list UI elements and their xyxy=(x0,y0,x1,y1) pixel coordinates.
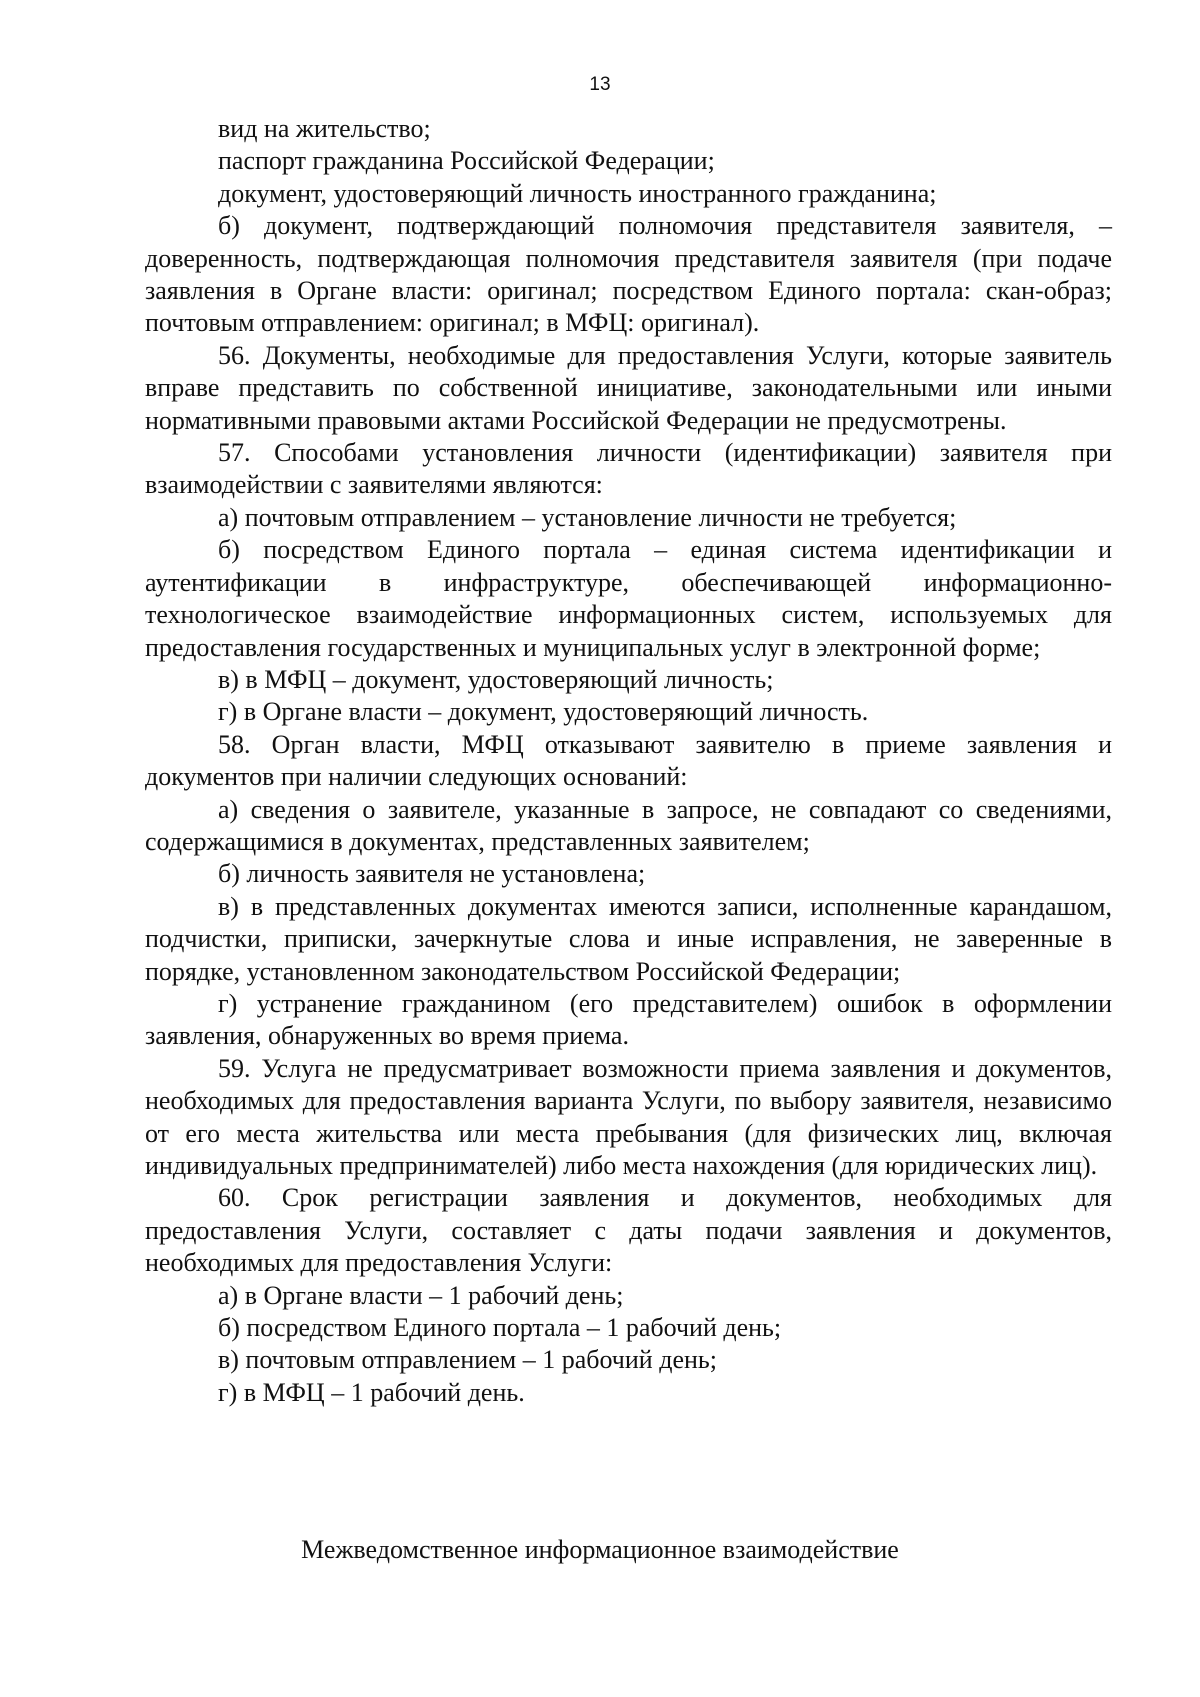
paragraph: б) личность заявителя не установлена; xyxy=(218,859,646,889)
paragraph: вид на жительство; xyxy=(218,114,431,143)
paragraph: а) в Органе власти – 1 рабочий день; xyxy=(218,1280,624,1310)
paragraph: г) устранение гражданином (его представителем) ошибок в оформлении заявления, обнаруженных во время приема. xyxy=(145,988,1112,1051)
paragraph: в) почтовым отправлением – 1 рабочий день; xyxy=(218,1345,717,1375)
document-body xyxy=(145,113,1112,1409)
paragraph: документ, удостоверяющий личность иностранного гражданина; xyxy=(218,178,937,208)
paragraph: б) документ, подтверждающий полномочия представителя заявителя, – доверенность, подтверждающая полномочия представителя заявителя (при подаче заявления в Органе власти: оригинал; посредством Единого портала: скан-образ; почтовым отправлением: оригинал; в МФЦ: оригинал). xyxy=(145,211,1112,338)
paragraph: паспорт гражданина Российской Федерации; xyxy=(218,146,715,176)
paragraph-60: 60. Срок регистрации заявления и документов, необходимых для предоставления Услуги, составляет с даты подачи заявления и документов, необходимых для предоставления Услуги: xyxy=(145,1183,1112,1278)
paragraph-59: 59. Услуга не предусматривает возможности приема заявления и документов, необходимых для предоставления варианта Услуги, по выбору заявителя, независимо от его места жительства или места пребывания (для физических лиц, включая индивидуальных предпринимателей) либо места нахождения (для юридических лиц). xyxy=(145,1053,1112,1180)
paragraph: б) посредством Единого портала – 1 рабочий день; xyxy=(218,1313,782,1343)
paragraph: б) посредством Единого портала – единая система идентификации и аутентификации в инфраструктуре, обеспечивающей информационно-технологическое взаимодействие информационных систем, используемых для предоставления государственных и муниципальных услуг в электронной форме; xyxy=(145,535,1112,662)
paragraph: в) в представленных документах имеются записи, исполненные карандашом, подчистки, приписки, зачеркнутые слова и иные исправления, не заверенные в порядке, установленном законодательством Российской Федерации; xyxy=(145,891,1112,986)
paragraph: в) в МФЦ – документ, удостоверяющий личность; xyxy=(218,664,774,694)
paragraph: а) почтовым отправлением – установление личности не требуется; xyxy=(218,502,957,532)
page-number: 13 xyxy=(589,74,611,95)
paragraph: г) в МФЦ – 1 рабочий день. xyxy=(218,1377,525,1407)
paragraph-58: 58. Орган власти, МФЦ отказывают заявителю в приеме заявления и документов при наличии следующих оснований: xyxy=(145,729,1112,792)
paragraph-57: 57. Способами установления личности (идентификации) заявителя при взаимодействии с заявителями являются: xyxy=(145,438,1112,500)
paragraph: г) в Органе власти – документ, удостоверяющий личность. xyxy=(218,697,869,727)
paragraph: а) сведения о заявителе, указанные в запросе, не совпадают со сведениями, содержащимися в документах, представленных заявителем; xyxy=(145,794,1112,856)
paragraph-56: 56. Документы, необходимые для предоставления Услуги, которые заявитель вправе представить по собственной инициативе, законодательными или иными нормативными правовыми актами Российской Федерации не предусмотрены. xyxy=(145,340,1112,435)
section-heading: Межведомственное информационное взаимодействие xyxy=(301,1535,899,1564)
